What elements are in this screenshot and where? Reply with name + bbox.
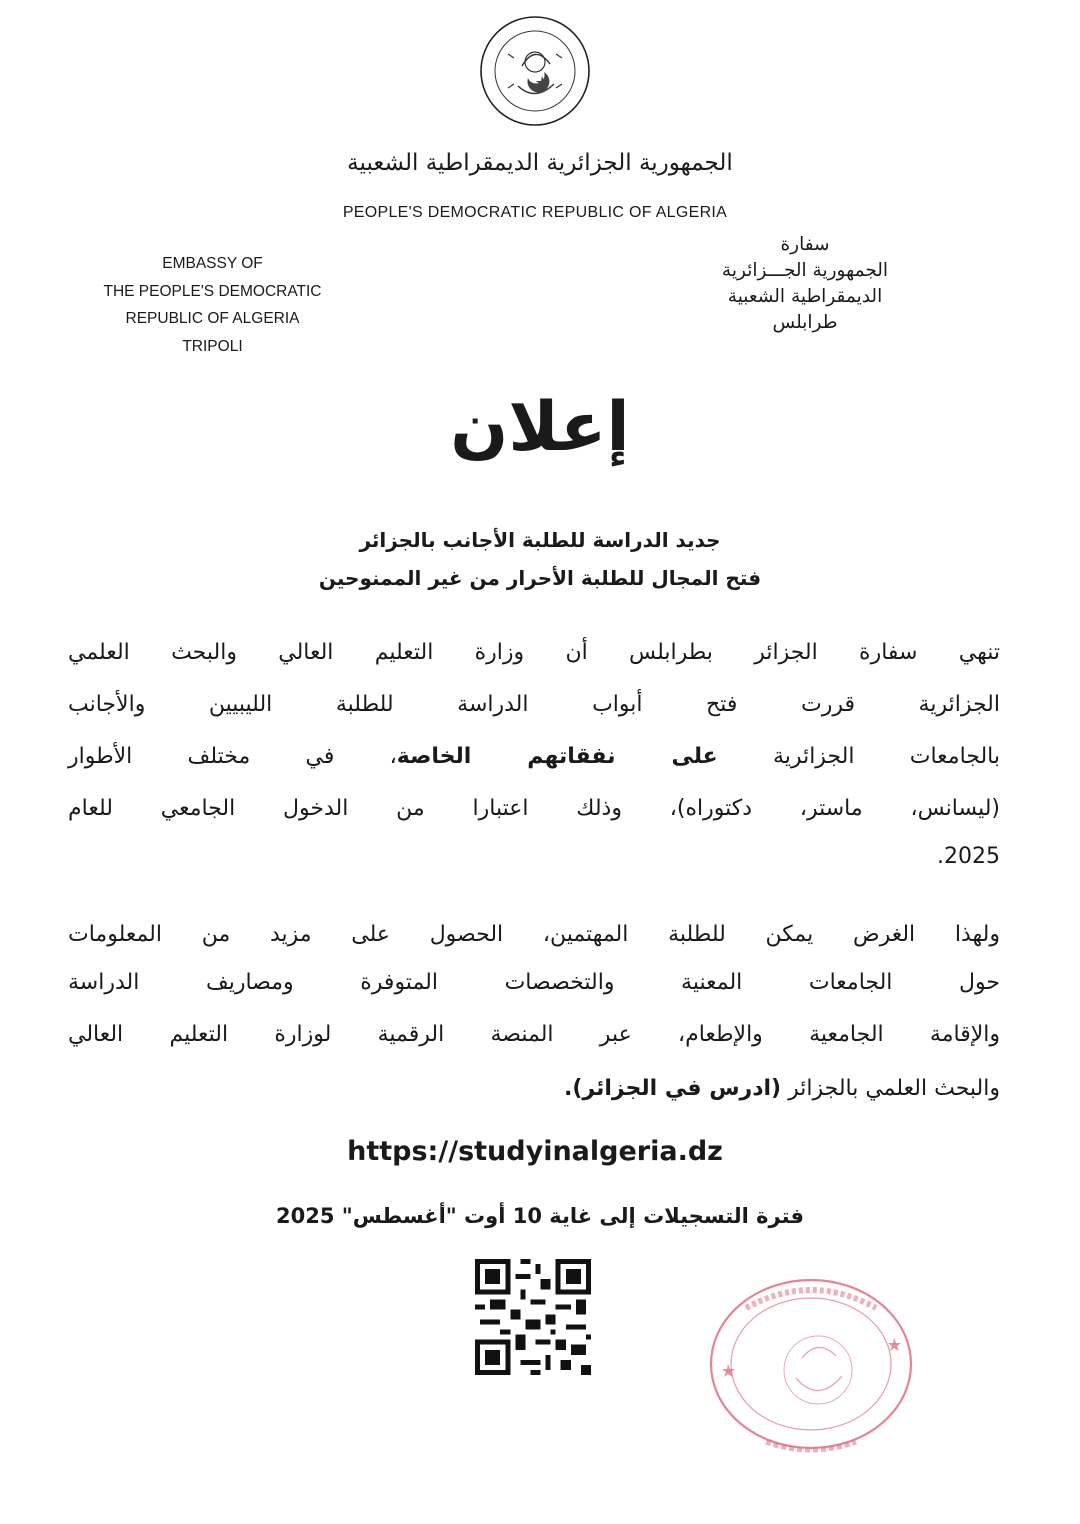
- subtitle-new-study: جديد الدراسة للطلبة الأجانب بالجزائر: [359, 528, 721, 552]
- embassy-ar-line: طرابلس: [772, 312, 838, 333]
- study-in-algeria-link[interactable]: https://studyinalgeria.dz: [347, 1136, 723, 1167]
- paragraph-1-line: 2025.: [937, 844, 1000, 869]
- embassy-en-line: REPUBLIC OF ALGERIA: [125, 310, 300, 327]
- embassy-en-line: THE PEOPLE'S DEMOCRATIC: [103, 282, 322, 300]
- embassy-stamp: [706, 1278, 916, 1458]
- paragraph-1-text: ، في مختلف الأطوار: [68, 744, 397, 769]
- embassy-block-arabic: [700, 232, 910, 336]
- algeria-emblem-seal: [478, 14, 592, 128]
- qr-code[interactable]: [470, 1254, 596, 1380]
- embassy-block-english: [60, 250, 365, 360]
- paragraph-1-line: الجزائرية قررت فتح أبواب الدراسة للطلبة الليبيين والأجانب: [68, 692, 1000, 717]
- embassy-en-line: EMBASSY OF: [162, 255, 263, 272]
- paragraph-2-emphasis: (ادرس في الجزائر).: [563, 1076, 782, 1101]
- paragraph-1-text: بالجامعات الجزائرية: [773, 744, 1000, 769]
- paragraph-1-line: [68, 744, 1000, 769]
- paragraph-1-line: (ليسانس، ماستر، دكتوراه)، وذلك اعتبارا من الدخول الجامعي للعام: [68, 796, 1000, 821]
- paragraph-1-line: تنهي سفارة الجزائر بطرابلس أن وزارة التعليم العالي والبحث العلمي: [68, 640, 1000, 665]
- paragraph-1-emphasis: على نفقاتهم الخاصة: [396, 744, 718, 769]
- embassy-ar-line: الديمقراطية الشعبية: [727, 286, 883, 307]
- republic-name-english: PEOPLE'S DEMOCRATIC REPUBLIC OF ALGERIA: [342, 204, 728, 221]
- embassy-ar-line: الجمهورية الجـــزائرية: [721, 260, 889, 281]
- registration-deadline: فترة التسجيلات إلى غاية 10 أوت "أغسطس" 2025: [276, 1204, 804, 1228]
- paragraph-2-line: حول الجامعات المعنية والتخصصات المتوفرة ومصاريف الدراسة: [68, 970, 1000, 995]
- paragraph-2-line: ولهذا الغرض يمكن للطلبة المهتمين، الحصول على مزيد من المعلومات: [68, 922, 1000, 947]
- embassy-en-line: TRIPOLI: [182, 337, 243, 355]
- announcement-title: إعلان: [450, 388, 630, 467]
- paragraph-2-line: والإقامة الجامعية والإطعام، عبر المنصة الرقمية لوزارة التعليم العالي: [68, 1022, 1000, 1047]
- embassy-ar-line: سفارة: [780, 234, 830, 255]
- republic-name-arabic: الجمهورية الجزائرية الديمقراطية الشعبية: [347, 150, 733, 176]
- subtitle-free-students: فتح المجال للطلبة الأحرار من غير الممنوحين: [318, 566, 762, 590]
- paragraph-2-line: [68, 1076, 1000, 1101]
- paragraph-2-text: والبحث العلمي بالجزائر: [788, 1076, 1000, 1101]
